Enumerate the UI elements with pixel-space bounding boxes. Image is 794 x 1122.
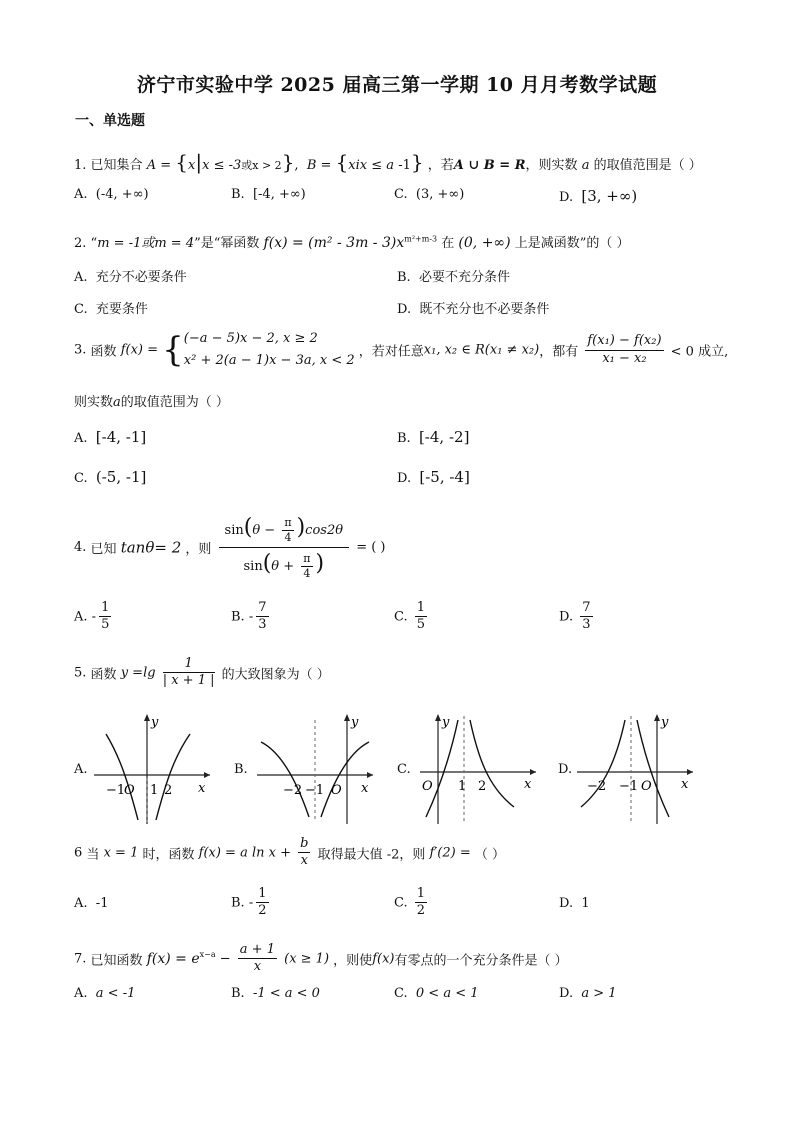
graph-c-label[interactable]: C. — [397, 762, 411, 777]
option-a[interactable]: A. - $\frac{1}{5}$ — [74, 600, 110, 633]
graph-c[interactable] — [418, 712, 538, 827]
q2-options-row1 — [74, 266, 724, 290]
q6-options — [74, 886, 724, 932]
svg-text:x: x — [524, 777, 532, 792]
option-b[interactable]: B. [-4, -2] — [397, 428, 470, 446]
question-3: 3. 函数 f(x) = { (−a − 5)x − 2, x ≥ 2 x² + 2(a − 1)x − 3a, x < 2 ，若对任意x₁, x₂ ∈ R(x₁ ≠ x₂)，都有 $\frac{\text{f(x₁) − f(x₂)}}{\text{x₁ − x₂}}$ < 0 成立, — [74, 330, 729, 370]
q4-options — [74, 600, 724, 646]
question-4: 4. 已知 tanθ= 2 ，则 sin(θ − $\frac{\pi}{4}$ )cos2θ sin(θ + $\frac{\pi}{4}$ ) = ( ) — [74, 512, 386, 583]
svg-text:y: y — [351, 715, 359, 730]
option-a[interactable]: A. 充分不必要条件 — [74, 270, 187, 285]
question-6: 6 当 x = 1 时，函数 f(x) = a ln x + $\frac{b}{x}$ 取得最大值 -2，则 f′(2) = （ ） — [74, 836, 506, 869]
svg-text:y: y — [661, 715, 669, 730]
svg-text:−2: −2 — [587, 779, 607, 794]
svg-text:−2: −2 — [283, 783, 303, 798]
option-c[interactable]: C. $\frac{1}{2}$ — [394, 886, 426, 919]
option-c[interactable]: C. $\frac{1}{5}$ — [394, 600, 426, 633]
q1-options — [74, 187, 724, 211]
svg-text:y: y — [151, 715, 159, 730]
option-b[interactable]: B. [-4, +∞) — [231, 187, 306, 202]
svg-text:x: x — [681, 777, 689, 792]
question-2: 2. “m = -1或m = 4”是“幂函数 $f(x) = (m^2 - 3m - 3)x^{m^2+m-3}$ 在 (0, +∞) 上是减函数”的（ ） — [74, 234, 630, 251]
svg-text:2: 2 — [478, 779, 487, 794]
option-a[interactable]: A. [-4, -1] — [74, 428, 147, 446]
option-d[interactable]: D. a > 1 — [559, 986, 617, 1001]
graph-a[interactable] — [92, 712, 212, 827]
option-b[interactable]: B. 必要不充分条件 — [397, 270, 510, 285]
option-c[interactable]: C. 充要条件 — [74, 302, 148, 317]
svg-text:−1: −1 — [106, 783, 126, 798]
svg-text:1: 1 — [150, 783, 159, 798]
graph-d[interactable] — [575, 712, 695, 827]
section-heading: 一、单选题 — [75, 113, 145, 129]
option-d[interactable]: D. [-5, -4] — [397, 468, 470, 486]
svg-text:−1: −1 — [305, 783, 325, 798]
svg-text:−1: −1 — [619, 779, 639, 794]
option-a[interactable]: A. a < -1 — [74, 986, 136, 1001]
option-c[interactable]: C. 0 < a < 1 — [394, 986, 479, 1001]
option-b[interactable]: B. -1 < a < 0 — [231, 986, 320, 1001]
svg-text:O: O — [641, 779, 652, 794]
svg-text:O: O — [331, 783, 342, 798]
q3-options-row1 — [74, 428, 724, 452]
option-c[interactable]: C. (3, +∞) — [394, 187, 465, 202]
svg-text:x: x — [361, 781, 369, 796]
question-7: 7. 已知函数 $f(x) = e^{x-a}$ − $\frac{a + 1}{x}$ (x ≥ 1) ，则使f(x)有零点的一个充分条件是（ ） — [74, 942, 568, 975]
graph-d-label[interactable]: D. — [558, 762, 573, 777]
option-a[interactable]: A. (-4, +∞) — [74, 187, 149, 202]
svg-text:y: y — [442, 715, 450, 730]
option-d[interactable]: D. [3, +∞) — [559, 187, 638, 205]
option-c[interactable]: C. (-5, -1] — [74, 468, 147, 486]
option-a[interactable]: A. -1 — [74, 896, 109, 911]
question-1: 1. 已知集合 A = {x|x ≤ -3或x > 2}, B = {xix ≤ a -1} ，若A ∪ B = R，则实数 a 的取值范围是（ ） — [74, 150, 702, 174]
q7-options — [74, 986, 724, 1010]
svg-text:2: 2 — [164, 783, 173, 798]
option-b[interactable]: B. - $\frac{1}{2}$ — [231, 886, 267, 919]
q3-options-row2 — [74, 468, 724, 492]
page-title: 济宁市实验中学 2025 届高三第一学期 10 月月考数学试题 — [136, 74, 658, 96]
graph-b[interactable] — [255, 712, 375, 827]
option-b[interactable]: B. - $\frac{7}{3}$ — [231, 600, 267, 633]
svg-text:x: x — [198, 781, 206, 796]
graph-b-label[interactable]: B. — [234, 762, 248, 777]
q2-options-row2 — [74, 298, 724, 322]
option-d[interactable]: D. $\frac{7}{3}$ — [559, 600, 591, 633]
option-d[interactable]: D. 既不充分也不必要条件 — [397, 302, 550, 317]
question-5: 5. 函数 y =lg $\frac{1}{| x + 1 |}$ 的大致图象为（ ） — [74, 656, 330, 689]
svg-text:O: O — [422, 779, 433, 794]
graph-a-label[interactable]: A. — [74, 762, 88, 777]
option-d[interactable]: D. 1 — [559, 896, 590, 911]
question-3-cont: 则实数a的取值范围为（ ） — [74, 395, 229, 410]
svg-text:1: 1 — [458, 779, 467, 794]
svg-text:O: O — [124, 783, 135, 798]
